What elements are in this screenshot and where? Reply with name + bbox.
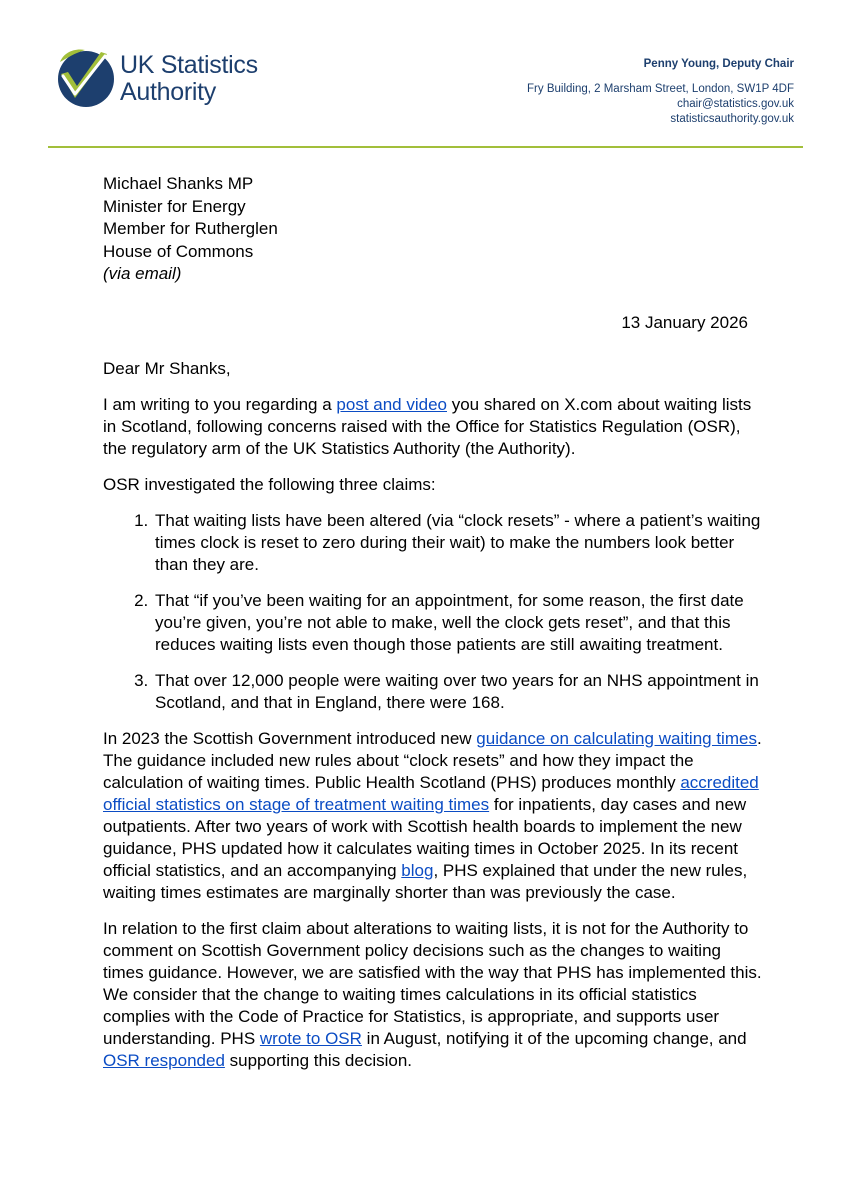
header-divider [48, 146, 803, 148]
letter-body [103, 358, 763, 1086]
paragraph-1: I am writing to you regarding a post and video you shared on X.com about waiting lists in Scotland, following concerns raised with the Office for Statistics Regulation (OSR), the regulatory arm of the UK Statistics Authority (the Authority). [103, 395, 752, 458]
logo-wordmark [120, 52, 258, 106]
paragraph-2: In 2023 the Scottish Government introduced new guidance on calculating waiting times. The guidance included new rules about “clock resets” and how they impact the calculation of waiting times. Public Health Scotland (PHS) produces monthly accredited official statistics on stage of treatment waiting times for inpatients, day cases and new outpatients. After two years of work with Scottish health boards to implement the new guidance, PHS updated how it calculates waiting times in October 2025. In its recent official statistics, and an accompanying blog, PHS explained that under the new rules, waiting times estimates are marginally shorter than was previously the case. [103, 729, 762, 902]
logo-line-1: UK Statistics [120, 51, 258, 79]
letter-date: 13 January 2026 [621, 313, 748, 332]
sender-name: Penny Young, Deputy Chair [643, 58, 794, 70]
paragraph-3: In relation to the first claim about alterations to waiting lists, it is not for the Authority to comment on Scottish Government policy decisions such as the changes to waiting times guidance. However, we are satisfied with the way that PHS has implemented this. We consider that the change to waiting times calculations in its official statistics complies with the Code of Practice for Statistics, is appropriate, and supports user understanding. PHS wrote to OSR in August, notifying it of the upcoming change, and OSR responded supporting this decision. [103, 919, 762, 1070]
claim-item: 2. That “if you’ve been waiting for an appointment, for some reason, the first date you’re given, you’re not able to make, well the clock gets reset”, and that this reduces waiting lists even though those patients are still awaiting treatment. [153, 590, 763, 656]
salutation: Dear Mr Shanks, [103, 359, 231, 378]
blog-link[interactable]: blog [401, 861, 434, 880]
recipient-role: Minister for Energy [103, 196, 246, 216]
claim-item: 1. That waiting lists have been altered (via “clock resets” - where a patient’s waiting times clock is reset to zero during their wait) to make the numbers look better than they are. [153, 510, 763, 576]
sender-website[interactable]: statisticsauthority.gov.uk [670, 113, 794, 125]
recipient-address [103, 173, 278, 286]
claims-list [103, 510, 763, 714]
recipient-delivery: (via email) [103, 264, 182, 283]
sender-details [527, 57, 794, 127]
sender-email[interactable]: chair@statistics.gov.uk [677, 98, 794, 110]
recipient-house: House of Commons [103, 241, 254, 261]
logo-line-2: Authority [120, 78, 216, 106]
guidance-link[interactable]: guidance on calculating waiting times [476, 729, 757, 748]
osr-responded-link[interactable]: OSR responded [103, 1051, 225, 1070]
sender-address: Fry Building, 2 Marsham Street, London, SW1P 4DF [527, 83, 794, 95]
claim-item: 3. That over 12,000 people were waiting over two years for an NHS appointment in Scotland, and that in England, there were 168. [153, 670, 763, 714]
accredited-statistics-link[interactable]: accredited official statistics on stage of treatment waiting times [103, 773, 759, 814]
wrote-to-osr-link[interactable]: wrote to OSR [259, 1029, 362, 1048]
recipient-name: Michael Shanks MP [103, 174, 254, 193]
post-and-video-link[interactable]: post and video [336, 395, 447, 414]
recipient-constituency: Member for Rutherglen [103, 219, 278, 238]
claims-intro: OSR investigated the following three claims: [103, 475, 436, 494]
